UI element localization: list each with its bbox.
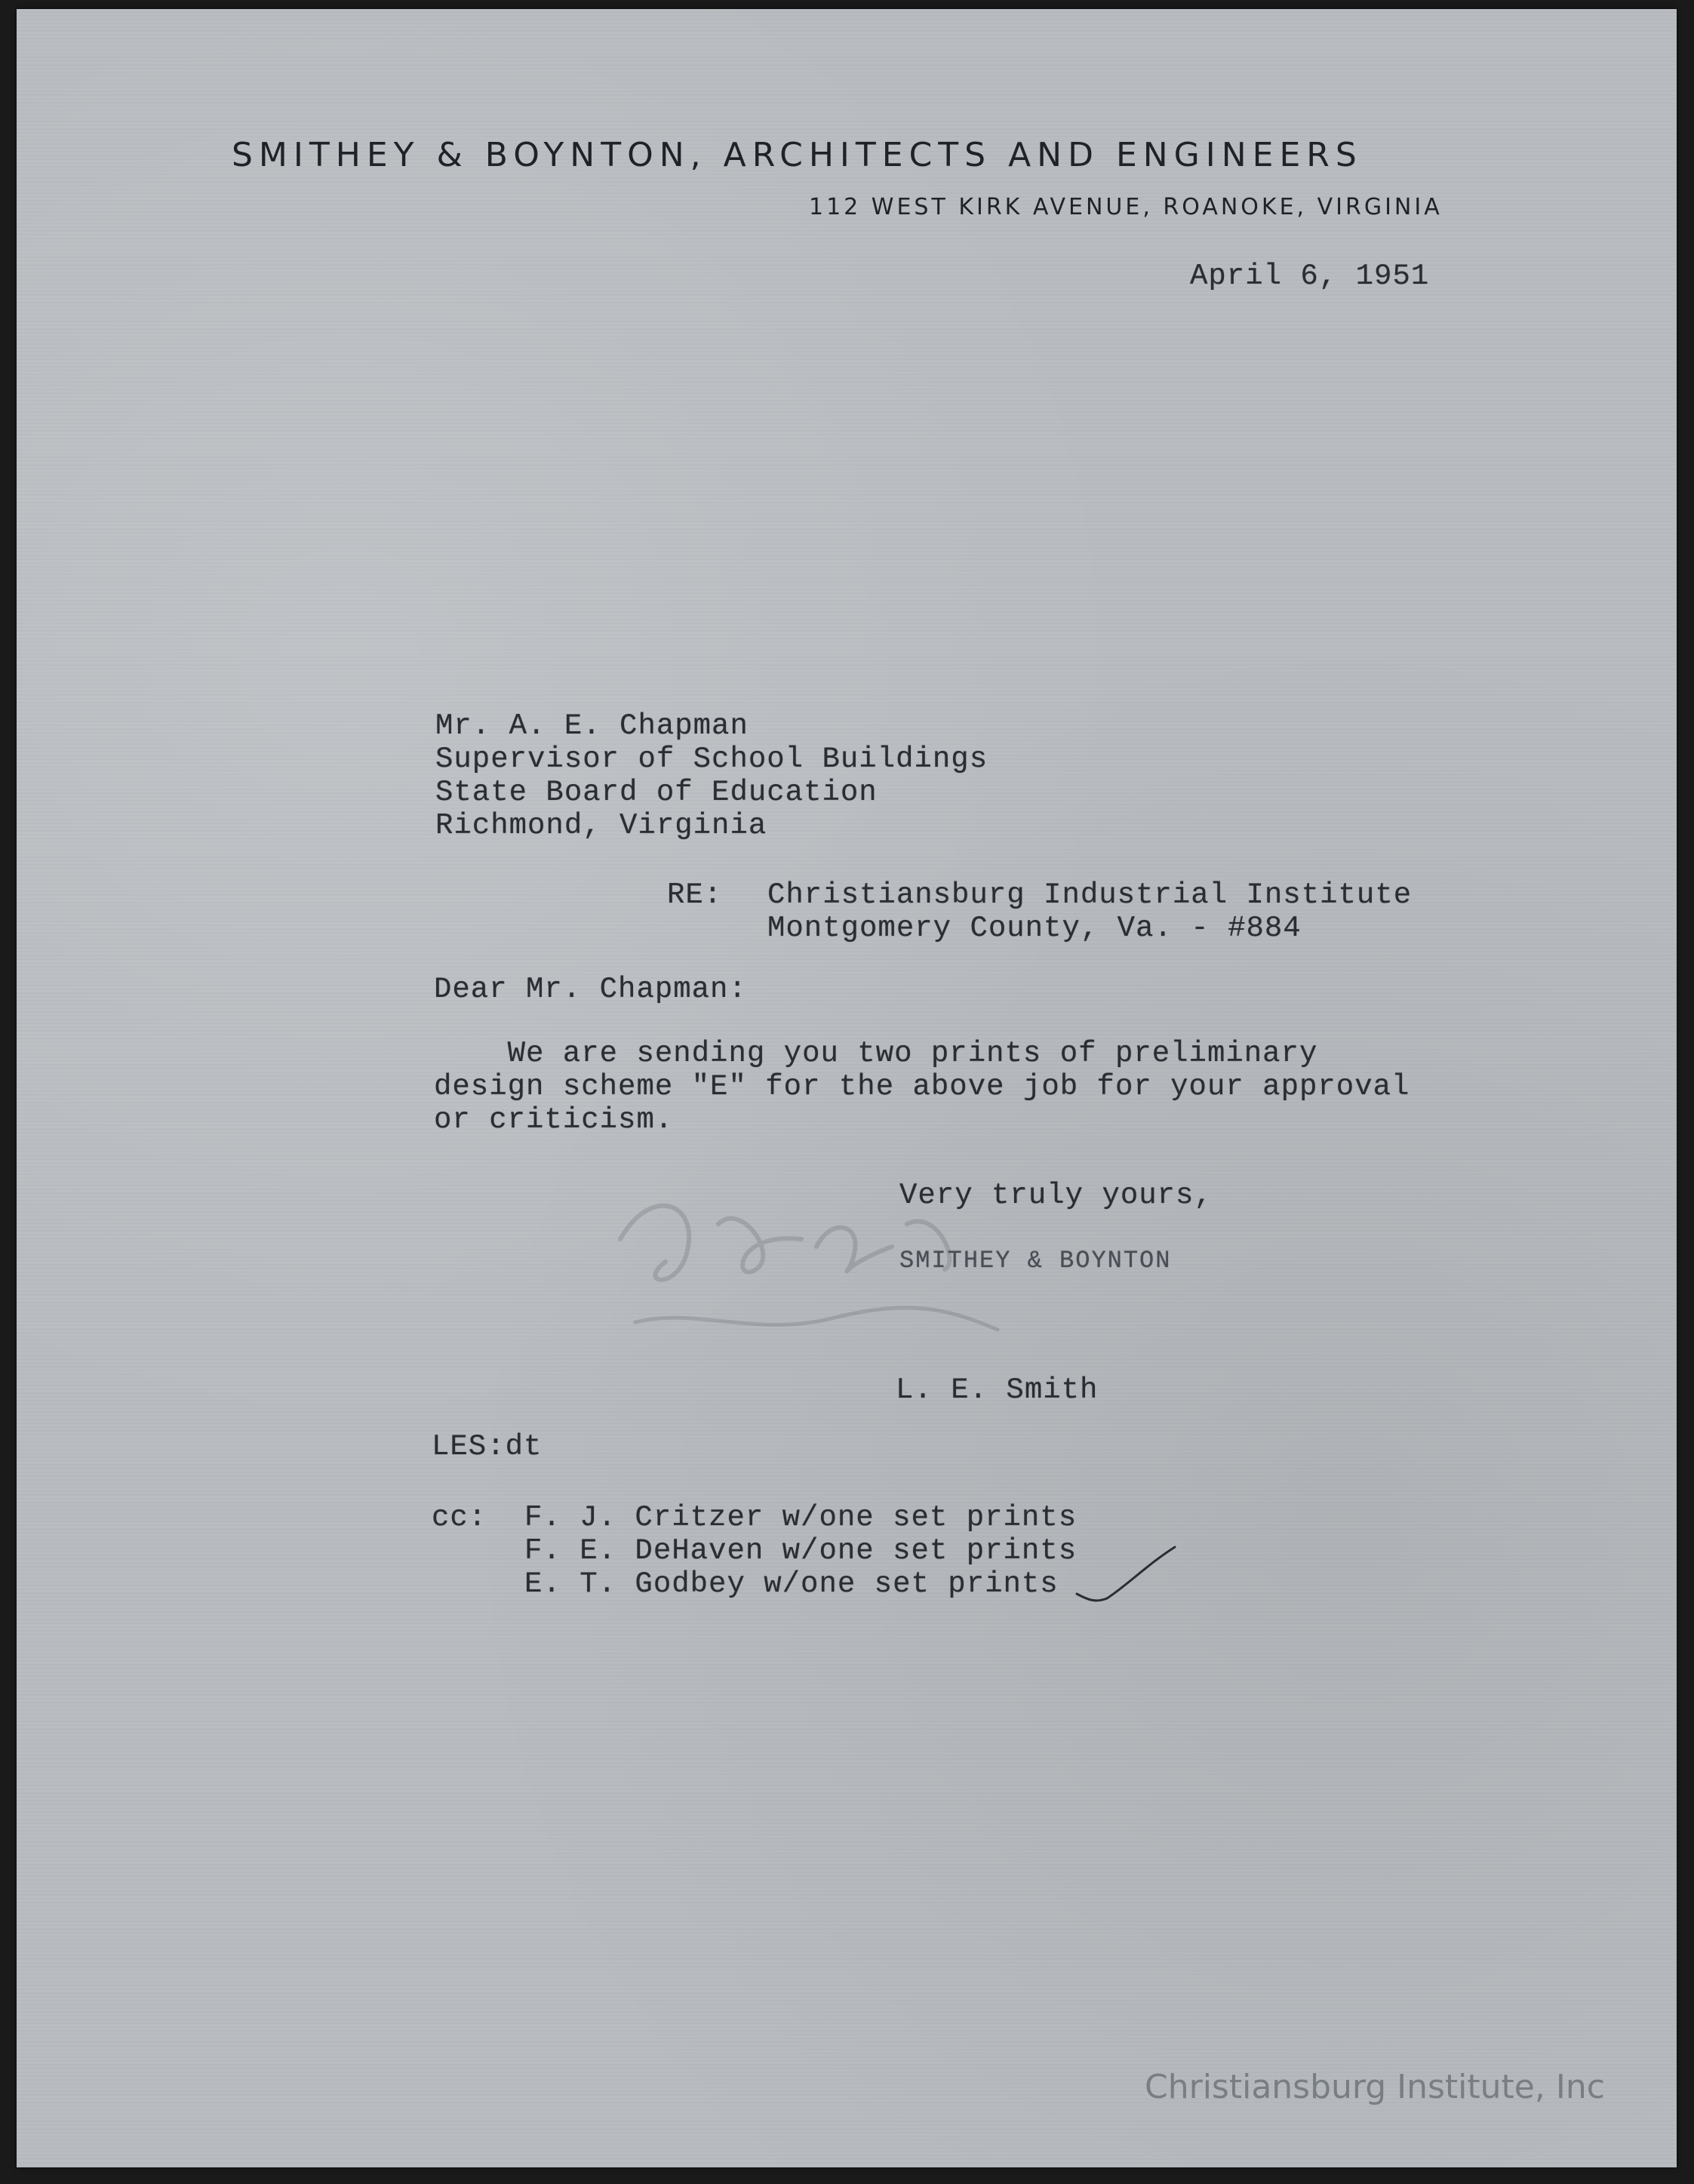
recipient-city: Richmond, Virginia [435,809,767,842]
cc-label: cc: [432,1501,487,1534]
body-line: design scheme "E" for the above job for your approval [434,1070,1410,1103]
recipient-name: Mr. A. E. Chapman [435,709,749,743]
cc-recipient: E. T. Godbey w/one set prints [524,1567,1059,1601]
letterhead-address: 112 WEST KIRK AVENUE, ROANOKE, VIRGINIA [809,194,1443,220]
archive-watermark: Christiansburg Institute, Inc [1145,2068,1605,2106]
cc-recipient: F. J. Critzer w/one set prints [524,1501,1078,1534]
letter-page [17,9,1677,2167]
recipient-title: Supervisor of School Buildings [435,743,988,776]
re-line-project: Christiansburg Industrial Institute [767,878,1413,912]
re-line-location: Montgomery County, Va. - #884 [767,912,1302,945]
closing: Very truly yours, [899,1179,1213,1212]
body-line: We are sending you two prints of preliminary [434,1037,1318,1070]
cc-recipient: F. E. DeHaven w/one set prints [524,1534,1078,1567]
signer-name: L. E. Smith [896,1373,1099,1407]
body-line: or criticism. [434,1103,674,1137]
recipient-organization: State Board of Education [435,776,878,809]
firm-signature-block: SMITHEY & BOYNTON [899,1247,1172,1275]
reference-initials: LES:dt [432,1430,543,1463]
letter-date: April 6, 1951 [1190,260,1430,293]
re-label: RE: [667,878,723,912]
letterhead-firm: SMITHEY & BOYNTON, ARCHITECTS AND ENGINEERS [232,136,1363,174]
checkmark-icon [1073,1541,1179,1609]
salutation: Dear Mr. Chapman: [434,973,747,1006]
